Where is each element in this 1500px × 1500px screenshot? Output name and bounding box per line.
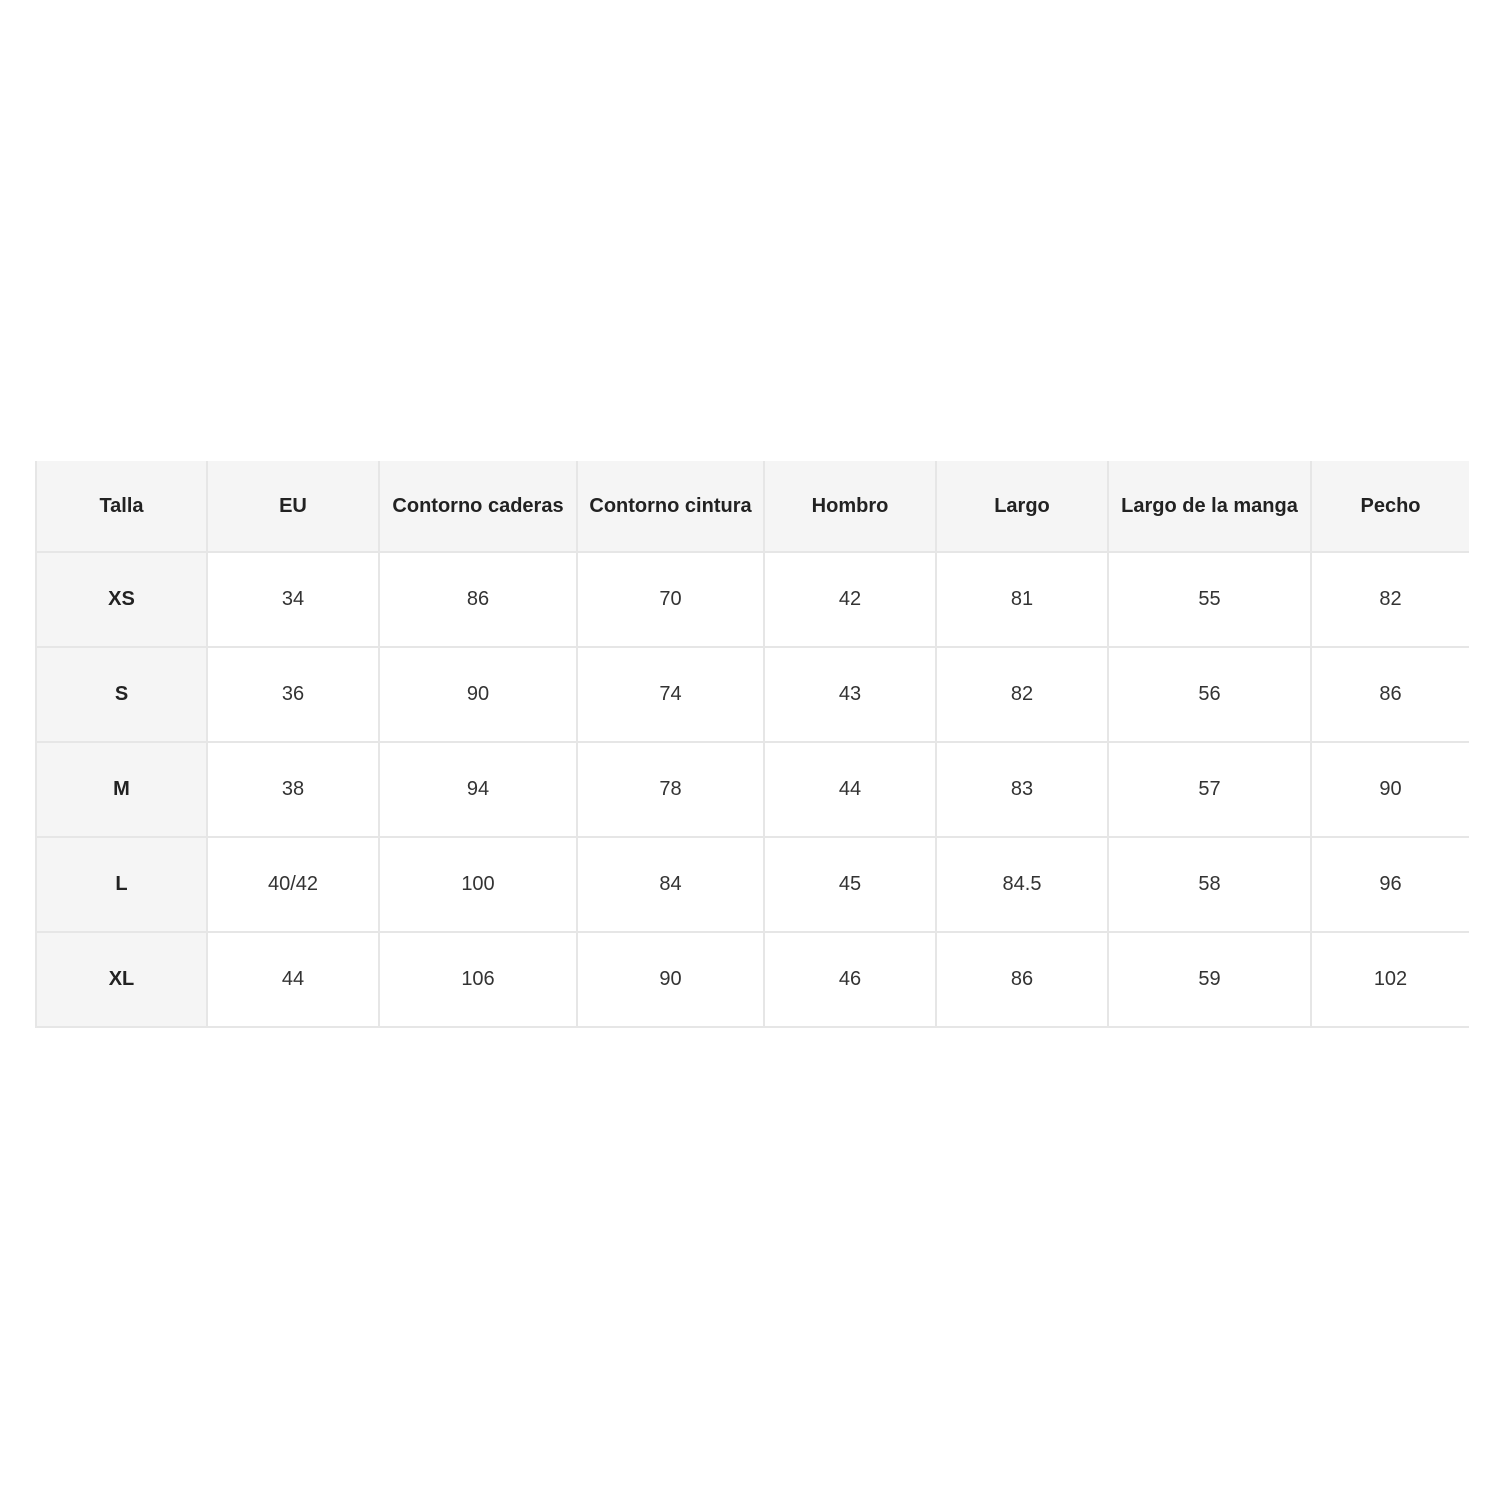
header-contorno-caderas: Contorno caderas: [379, 461, 577, 552]
table-cell: 40/42: [207, 837, 379, 932]
table-cell: 102: [1311, 932, 1469, 1027]
table-cell: 42: [764, 552, 936, 647]
table-cell: 106: [379, 932, 577, 1027]
table-cell: 86: [1311, 647, 1469, 742]
table-row: [36, 647, 1469, 742]
table-cell: 82: [1311, 552, 1469, 647]
table-cell: 82: [936, 647, 1108, 742]
table-cell: 90: [379, 647, 577, 742]
table-cell: 81: [936, 552, 1108, 647]
header-largo: Largo: [936, 461, 1108, 552]
size-chart: [35, 461, 1468, 1028]
table-row: [36, 742, 1469, 837]
table-cell: 78: [577, 742, 764, 837]
table-cell: 57: [1108, 742, 1311, 837]
table-cell: 70: [577, 552, 764, 647]
table-cell: 58: [1108, 837, 1311, 932]
size-label: S: [36, 647, 207, 742]
table-cell: 84: [577, 837, 764, 932]
header-contorno-cintura: Contorno cintura: [577, 461, 764, 552]
table-cell: 90: [1311, 742, 1469, 837]
header-largo-de-la-manga: Largo de la manga: [1108, 461, 1311, 552]
table-cell: 86: [379, 552, 577, 647]
size-table: [35, 461, 1469, 1028]
table-cell: 96: [1311, 837, 1469, 932]
size-label: XL: [36, 932, 207, 1027]
header-pecho: Pecho: [1311, 461, 1469, 552]
table-cell: 74: [577, 647, 764, 742]
table-header-row: [36, 461, 1469, 552]
table-cell: 34: [207, 552, 379, 647]
table-cell: 56: [1108, 647, 1311, 742]
table-cell: 86: [936, 932, 1108, 1027]
size-label: L: [36, 837, 207, 932]
header-talla: Talla: [36, 461, 207, 552]
table-cell: 44: [764, 742, 936, 837]
table-cell: 38: [207, 742, 379, 837]
table-cell: 94: [379, 742, 577, 837]
table-cell: 44: [207, 932, 379, 1027]
size-label: XS: [36, 552, 207, 647]
table-row: [36, 837, 1469, 932]
table-cell: 46: [764, 932, 936, 1027]
table-cell: 59: [1108, 932, 1311, 1027]
table-cell: 83: [936, 742, 1108, 837]
table-cell: 84.5: [936, 837, 1108, 932]
table-row: [36, 932, 1469, 1027]
table-cell: 100: [379, 837, 577, 932]
size-label: M: [36, 742, 207, 837]
table-row: [36, 552, 1469, 647]
header-eu: EU: [207, 461, 379, 552]
header-hombro: Hombro: [764, 461, 936, 552]
table-cell: 45: [764, 837, 936, 932]
table-cell: 43: [764, 647, 936, 742]
table-cell: 55: [1108, 552, 1311, 647]
table-cell: 90: [577, 932, 764, 1027]
table-cell: 36: [207, 647, 379, 742]
